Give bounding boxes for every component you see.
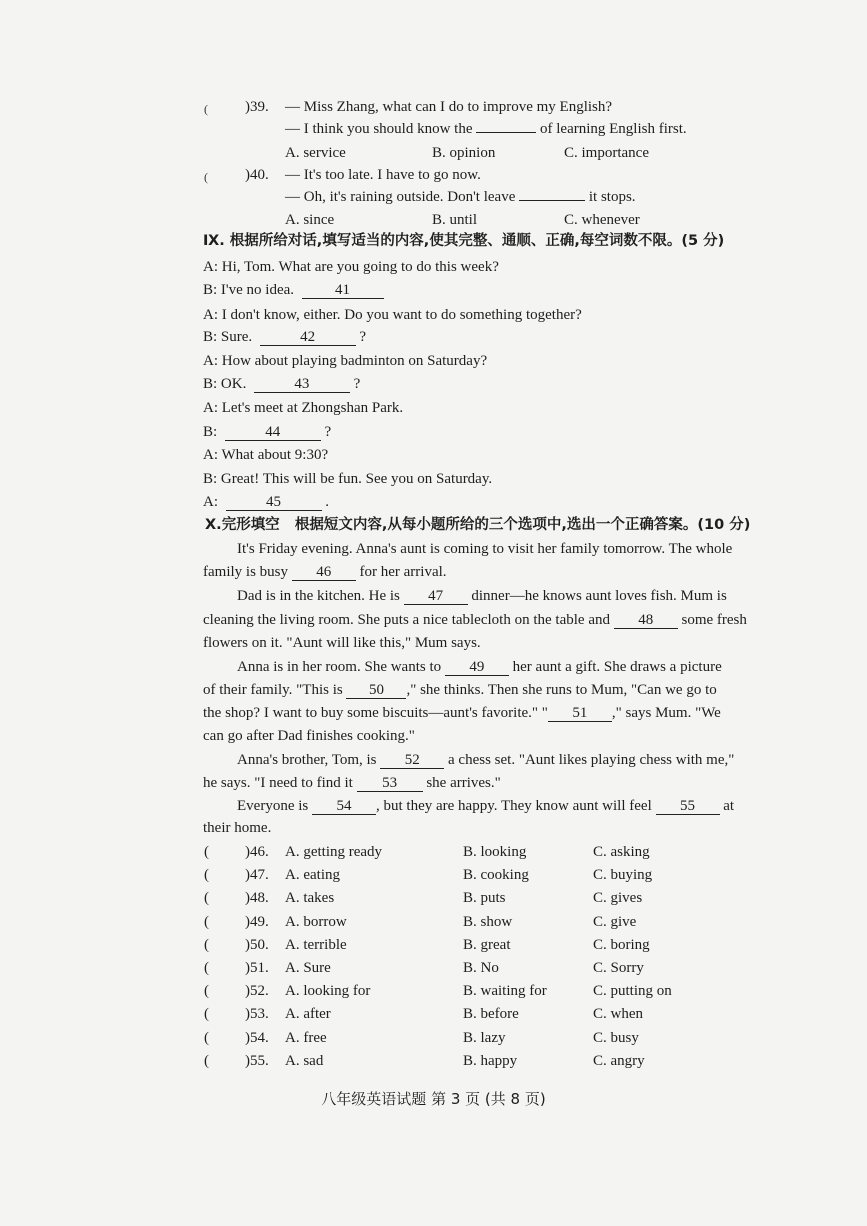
q39-number: )39. <box>245 99 269 115</box>
choice-number: )53. <box>245 1006 269 1023</box>
blank-48[interactable]: 48 <box>614 612 678 629</box>
choice-option-a[interactable]: A. terrible <box>285 936 347 953</box>
passage-text: Everyone is <box>237 798 309 814</box>
answer-paren[interactable]: ( <box>204 890 209 907</box>
passage-text: cleaning the living room. She puts a nice tablecloth on the table and <box>203 612 610 628</box>
q40-option-b[interactable]: B. until <box>432 212 478 228</box>
blank-45[interactable]: 45 <box>226 494 322 511</box>
passage-text: dinner—he knows aunt loves fish. Mum is <box>471 588 727 604</box>
blank-47[interactable]: 47 <box>404 588 468 605</box>
dialog-line <box>203 493 329 511</box>
q40-blank[interactable] <box>519 200 585 201</box>
q40-line2-start: — Oh, it's raining outside. Don't leave <box>285 189 516 205</box>
blank-54[interactable]: 54 <box>312 798 376 815</box>
dialog-text: ? <box>353 376 361 392</box>
q39-option-a[interactable]: A. service <box>285 145 346 161</box>
choice-option-c[interactable]: C. boring <box>593 936 650 953</box>
passage-line <box>203 774 501 792</box>
blank-44[interactable]: 44 <box>225 424 321 441</box>
blank-51[interactable]: 51 <box>548 705 612 722</box>
passage-line: can go after Dad finishes cooking." <box>203 728 415 744</box>
dialog-line <box>203 281 384 299</box>
passage-line: It's Friday evening. Anna's aunt is coming to visit her family tomorrow. The whole <box>237 541 733 557</box>
dialog-text: B: OK. <box>203 376 247 392</box>
passage-text: , but they are happy. They know aunt will feel <box>375 798 652 814</box>
blank-43[interactable]: 43 <box>254 376 350 393</box>
choice-option-b[interactable]: B. waiting for <box>463 983 547 1000</box>
q40-line1: — It's too late. I have to go now. <box>285 167 481 183</box>
dialog-line <box>203 328 366 346</box>
dialog-text: B: I've no idea. <box>203 282 295 298</box>
q39-option-c[interactable]: C. importance <box>564 145 649 161</box>
dialog-text: A: How about playing badminton on Saturday? <box>203 353 488 369</box>
passage-line <box>203 611 747 629</box>
choice-option-b[interactable]: B. cooking <box>463 867 529 884</box>
choice-option-b[interactable]: B. No <box>463 960 499 976</box>
dialog-text: B: <box>203 424 218 440</box>
answer-paren[interactable]: ( <box>204 913 209 930</box>
answer-paren[interactable]: ( <box>204 1006 209 1023</box>
section-9-title: Ⅸ. 根据所给对话,填写适当的内容,使其完整、通顺、正确,每空词数不限。(5 分) <box>203 233 725 249</box>
passage-text: ," says Mum. "We <box>611 705 721 721</box>
blank-55[interactable]: 55 <box>656 798 720 815</box>
passage-text: her aunt a gift. She draws a picture <box>512 659 722 675</box>
choice-option-b[interactable]: B. puts <box>463 890 506 907</box>
blank-49[interactable]: 49 <box>445 659 509 676</box>
choice-number: )55. <box>245 1052 269 1069</box>
section-10-label: X.完形填空 <box>205 517 280 533</box>
dialog-line <box>203 423 331 441</box>
choice-option-c[interactable]: C. angry <box>593 1052 645 1069</box>
paren-mark: ( <box>204 102 208 116</box>
choice-option-b[interactable]: B. great <box>463 936 511 953</box>
choice-option-a[interactable]: A. getting ready <box>285 844 383 860</box>
q40-line2-end: it stops. <box>588 189 636 205</box>
passage-text: family is busy <box>203 564 288 580</box>
dialog-line <box>203 306 582 324</box>
q39-line2-start: — I think you should know the <box>285 121 473 137</box>
passage-line <box>203 681 717 699</box>
q40-option-a[interactable]: A. since <box>285 212 335 228</box>
q39-option-b[interactable]: B. opinion <box>432 145 496 161</box>
dialog-text: A: Hi, Tom. What are you going to do this week? <box>203 259 499 275</box>
choice-option-a[interactable]: A. sad <box>285 1052 324 1069</box>
dialog-text: A: What about 9:30? <box>203 447 329 463</box>
blank-41[interactable]: 41 <box>302 282 384 299</box>
passage-line <box>203 563 447 581</box>
answer-paren[interactable]: ( <box>204 844 209 860</box>
dialog-text: A: I don't know, either. Do you want to do something together? <box>203 307 582 323</box>
passage-text: she arrives." <box>426 775 501 791</box>
passage-text: he says. "I need to find it <box>203 775 353 791</box>
choice-option-c[interactable]: C. busy <box>593 1029 639 1046</box>
choice-option-a[interactable]: A. free <box>285 1029 327 1046</box>
choice-option-b[interactable]: B. looking <box>463 844 527 860</box>
choice-option-c[interactable]: C. Sorry <box>593 960 644 976</box>
section-10-title <box>205 516 750 534</box>
passage-line <box>237 797 734 815</box>
choice-number: )52. <box>245 983 269 1000</box>
passage-line: flowers on it. "Aunt will like this," Mum says. <box>203 635 481 651</box>
choice-option-a[interactable]: A. Sure <box>285 960 331 976</box>
choice-option-c[interactable]: C. putting on <box>593 983 672 1000</box>
passage-text: Anna is in her room. She wants to <box>237 659 442 675</box>
choice-number: )46. <box>245 844 269 860</box>
passage-line <box>237 658 722 676</box>
dialog-line <box>203 470 492 488</box>
q39-line2 <box>285 120 687 138</box>
q39-line1: — Miss Zhang, what can I do to improve my English? <box>285 99 613 115</box>
dialog-text: . <box>325 494 329 510</box>
dialog-text: ? <box>324 424 332 440</box>
choice-number: )49. <box>245 913 269 930</box>
answer-paren[interactable]: ( <box>204 867 209 884</box>
passage-text: Anna's brother, Tom, is <box>237 752 377 768</box>
choice-number: )54. <box>245 1029 269 1046</box>
passage-line <box>237 751 734 769</box>
passage-text: some fresh <box>681 612 747 628</box>
dialog-line <box>203 258 499 276</box>
blank-50[interactable]: 50 <box>346 682 406 699</box>
choice-number: )50. <box>245 936 269 953</box>
choice-option-a[interactable]: A. after <box>285 1006 331 1023</box>
blank-53[interactable]: 53 <box>357 775 423 792</box>
dialog-text: A: <box>203 494 218 510</box>
choice-option-b[interactable]: B. show <box>463 913 513 930</box>
page-footer: 八年级英语试题 第 3 页 (共 8 页) <box>321 1090 546 1108</box>
choice-option-c[interactable]: C. asking <box>593 844 650 860</box>
passage-text: at <box>723 798 735 814</box>
passage-text: Dad is in the kitchen. He is <box>237 588 400 604</box>
choice-option-a[interactable]: A. borrow <box>285 913 347 930</box>
choice-option-b[interactable]: B. happy <box>463 1052 518 1069</box>
passage-text: of their family. "This is <box>203 682 343 698</box>
dialog-text: ? <box>359 329 367 345</box>
paren-mark: ( <box>204 170 208 184</box>
blank-46[interactable]: 46 <box>292 564 356 581</box>
dialog-text: A: Let's meet at Zhongshan Park. <box>203 400 404 416</box>
passage-line <box>237 587 727 605</box>
choice-option-b[interactable]: B. lazy <box>463 1029 506 1046</box>
q40-number: )40. <box>245 167 269 183</box>
passage-line <box>203 704 721 722</box>
dialog-text: B: Sure. <box>203 329 253 345</box>
passage-text: ," she thinks. Then she runs to Mum, "Can we go to <box>406 682 717 698</box>
choice-option-b[interactable]: B. before <box>463 1006 519 1023</box>
dialog-line <box>203 399 403 417</box>
choice-option-a[interactable]: A. looking for <box>285 983 371 1000</box>
choice-number: )47. <box>245 867 269 884</box>
choice-option-a[interactable]: A. takes <box>285 890 335 907</box>
choice-option-c[interactable]: C. when <box>593 1006 643 1023</box>
passage-text: the shop? I want to buy some biscuits—aunt's favorite." " <box>203 705 548 721</box>
answer-paren[interactable]: ( <box>204 960 209 976</box>
choice-option-c[interactable]: C. buying <box>593 867 653 884</box>
dialog-line <box>203 352 487 370</box>
q40-line2 <box>285 188 636 206</box>
dialog-line <box>203 375 360 393</box>
choice-option-a[interactable]: A. eating <box>285 867 340 884</box>
passage-line: their home. <box>203 820 272 836</box>
blank-42[interactable]: 42 <box>260 329 356 346</box>
section-10-instructions: 根据短文内容,从每小题所给的三个选项中,选出一个正确答案。(10 分) <box>294 517 751 533</box>
choice-option-c[interactable]: C. gives <box>593 890 643 907</box>
answer-paren[interactable]: ( <box>204 1029 209 1046</box>
q40-option-c[interactable]: C. whenever <box>564 212 640 228</box>
choice-number: )48. <box>245 890 269 907</box>
q39-blank[interactable] <box>476 132 536 133</box>
answer-paren[interactable]: ( <box>204 983 209 1000</box>
passage-text: a chess set. "Aunt likes playing chess with me," <box>448 752 735 768</box>
choice-option-c[interactable]: C. give <box>593 913 637 930</box>
passage-text: for her arrival. <box>359 564 447 580</box>
answer-paren[interactable]: ( <box>204 1052 209 1069</box>
dialog-text: B: Great! This will be fun. See you on Saturday. <box>203 471 493 487</box>
dialog-line <box>203 446 328 464</box>
blank-52[interactable]: 52 <box>380 752 444 769</box>
answer-paren[interactable]: ( <box>204 936 209 953</box>
choice-number: )51. <box>245 960 269 976</box>
q39-line2-end: of learning English first. <box>540 121 687 137</box>
